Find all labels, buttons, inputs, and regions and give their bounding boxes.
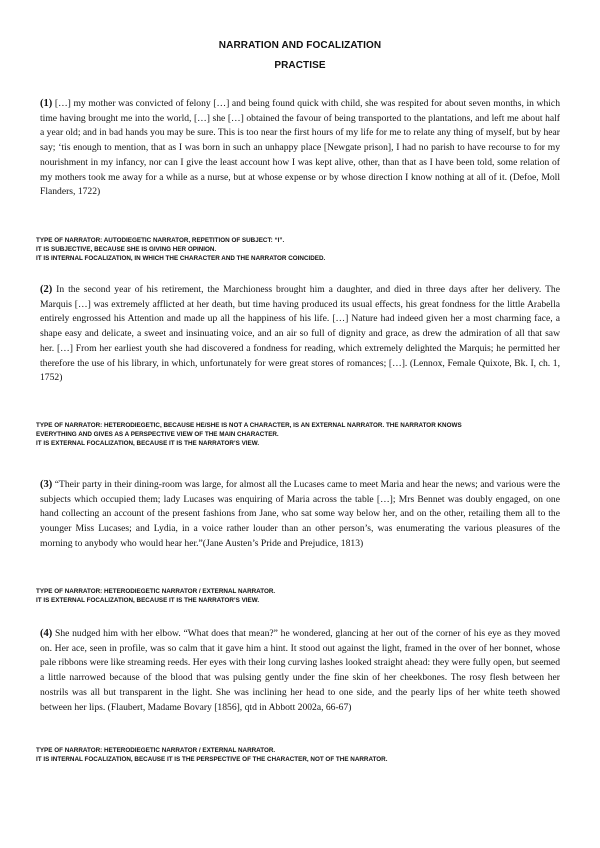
analysis-3	[36, 587, 566, 605]
document-subtitle: PRACTISE	[274, 60, 326, 71]
passage-number: (2)	[40, 284, 53, 295]
analysis-line: TYPE OF NARRATOR: AUTODIEGETIC NARRATOR, REPETITION OF SUBJECT: “I”.	[36, 237, 285, 244]
passage-number: (3)	[40, 479, 53, 490]
analysis-line: TYPE OF NARRATOR: HETERODIEGETIC NARRATOR / EXTERNAL NARRATOR.	[36, 747, 276, 754]
document-title: NARRATION AND FOCALIZATION	[218, 40, 382, 51]
analysis-4	[36, 746, 566, 764]
passage-text: She nudged him with her elbow. “What does that mean?” he wondered, glancing at her out of the corner of his eye as they moved on. Her ace, seen in profile, was so calm that it gave him a hint. It stood out against the light, framed in the over of her bonnet, whose pale ribbons were like streaming reeds. Her eyes with their long curving lashes looked straight ahead: they were fully open, but seemed a little narrowed because of the blood that was pulsing gently under the fine skin of her cheekbones. The rosy flesh between her nostrils was all but transparent in the light. She was inclining her head to one side, and the pearly lips of her white teeth showed between her lips. (Flaubert, Madame Bovary [1856], qtd in Abbott 2002a, 66-67)	[40, 628, 560, 713]
analysis-line: TYPE OF NARRATOR: HETERODIEGETIC NARRATOR / EXTERNAL NARRATOR.	[36, 588, 276, 595]
passage-number: (4)	[40, 628, 53, 639]
analysis-line: IT IS INTERNAL FOCALIZATION, BECAUSE IT IS THE PERSPECTIVE OF THE CHARACTER, NOT OF THE NARRATOR.	[36, 756, 388, 763]
analysis-line: IT IS INTERNAL FOCALIZATION, IN WHICH THE CHARACTER AND THE NARRATOR COINCIDED.	[36, 255, 326, 262]
passage-text: In the second year of his retirement, the Marchioness brought him a daughter, and died in three days after her delivery. The Marquis […] was extremely afflicted at her death, but time having produced its usual effects, his great fondness for the little Arabella entirely engrossed his Attention and made up all the happiness of his life. […] Nature had indeed given her a most charming face, a shape easy and delicate, a sweet and insinuating voice, and an air so full of dignity and grace, as drew the admiration of all that saw her. […] From her earliest youth she had discovered a fondness for reading, which extremely delighted the Marquis; he permitted her therefore the use of his library, in which, unfortunately for were great stores of romances; […]. (Lennox, Female Quixote, Bk. I, ch. 1, 1752)	[40, 284, 560, 384]
passage-2	[40, 283, 560, 386]
analysis-1	[36, 236, 566, 263]
analysis-line: IT IS EXTERNAL FOCALIZATION, BECAUSE IT IS THE NARRATOR’S VIEW.	[36, 440, 260, 447]
passage-text: “Their party in their dining-room was large, for almost all the Lucases came to meet Maria and hear the news; and various were the subjects which occupied them; lady Lucases was enquiring of Maria across the table […]; Mrs Bennet was doubly engaged, on one hand collecting an account of the present fashions from Jane, who sat some way below her, and on the other, retailing them all to the younger Miss Lucases; and Lydia, in a voice rather louder than an other person’s, was enumerating the various pleasures of the morning to anybody who would hear her.”(Jane Austen’s Pride and Prejudice, 1813)	[40, 479, 560, 549]
analysis-line: IT IS SUBJECTIVE, BECAUSE SHE IS GIVING HER OPINION.	[36, 246, 217, 253]
passage-1	[40, 97, 560, 200]
analysis-line: EVERYTHING AND GIVES AS A PERSPECTIVE VIEW OF THE MAIN CHARACTER.	[36, 431, 279, 438]
analysis-line: TYPE OF NARRATOR: HETERODIEGETIC, BECAUSE HE/SHE IS NOT A CHARACTER, IS AN EXTERNAL NARRATOR. THE NARRATOR KNOWS	[36, 422, 462, 429]
passage-3	[40, 478, 560, 552]
analysis-2	[36, 421, 566, 448]
analysis-line: IT IS EXTERNAL FOCALIZATION, BECAUSE IT IS THE NARRATOR’S VIEW.	[36, 597, 260, 604]
passage-text: […] my mother was convicted of felony […] and being found quick with child, she was respited for about seven months, in which time having brought me into the world, […] she […] obtained the favour of being transported to the plantations, and left me about half a year old; and in bad hands you may be sure. This is too near the first hours of my life for me to relate any thing of myself, but by hear say; ‘tis enough to mention, that as I was born in such an unhappy place [Newgate prison], I had no parish to have recourse to for my nourishment in my infancy, nor can I give the least account how I was kept alive, other, than that as I have been told, some relation of my mothers took me away for a while as a nurse, but at whose expense or by whose direction I know nothing at all of it. (Defoe, Moll Flanders, 1722)	[40, 98, 560, 198]
passage-4	[40, 627, 560, 715]
passage-number: (1)	[40, 98, 53, 109]
